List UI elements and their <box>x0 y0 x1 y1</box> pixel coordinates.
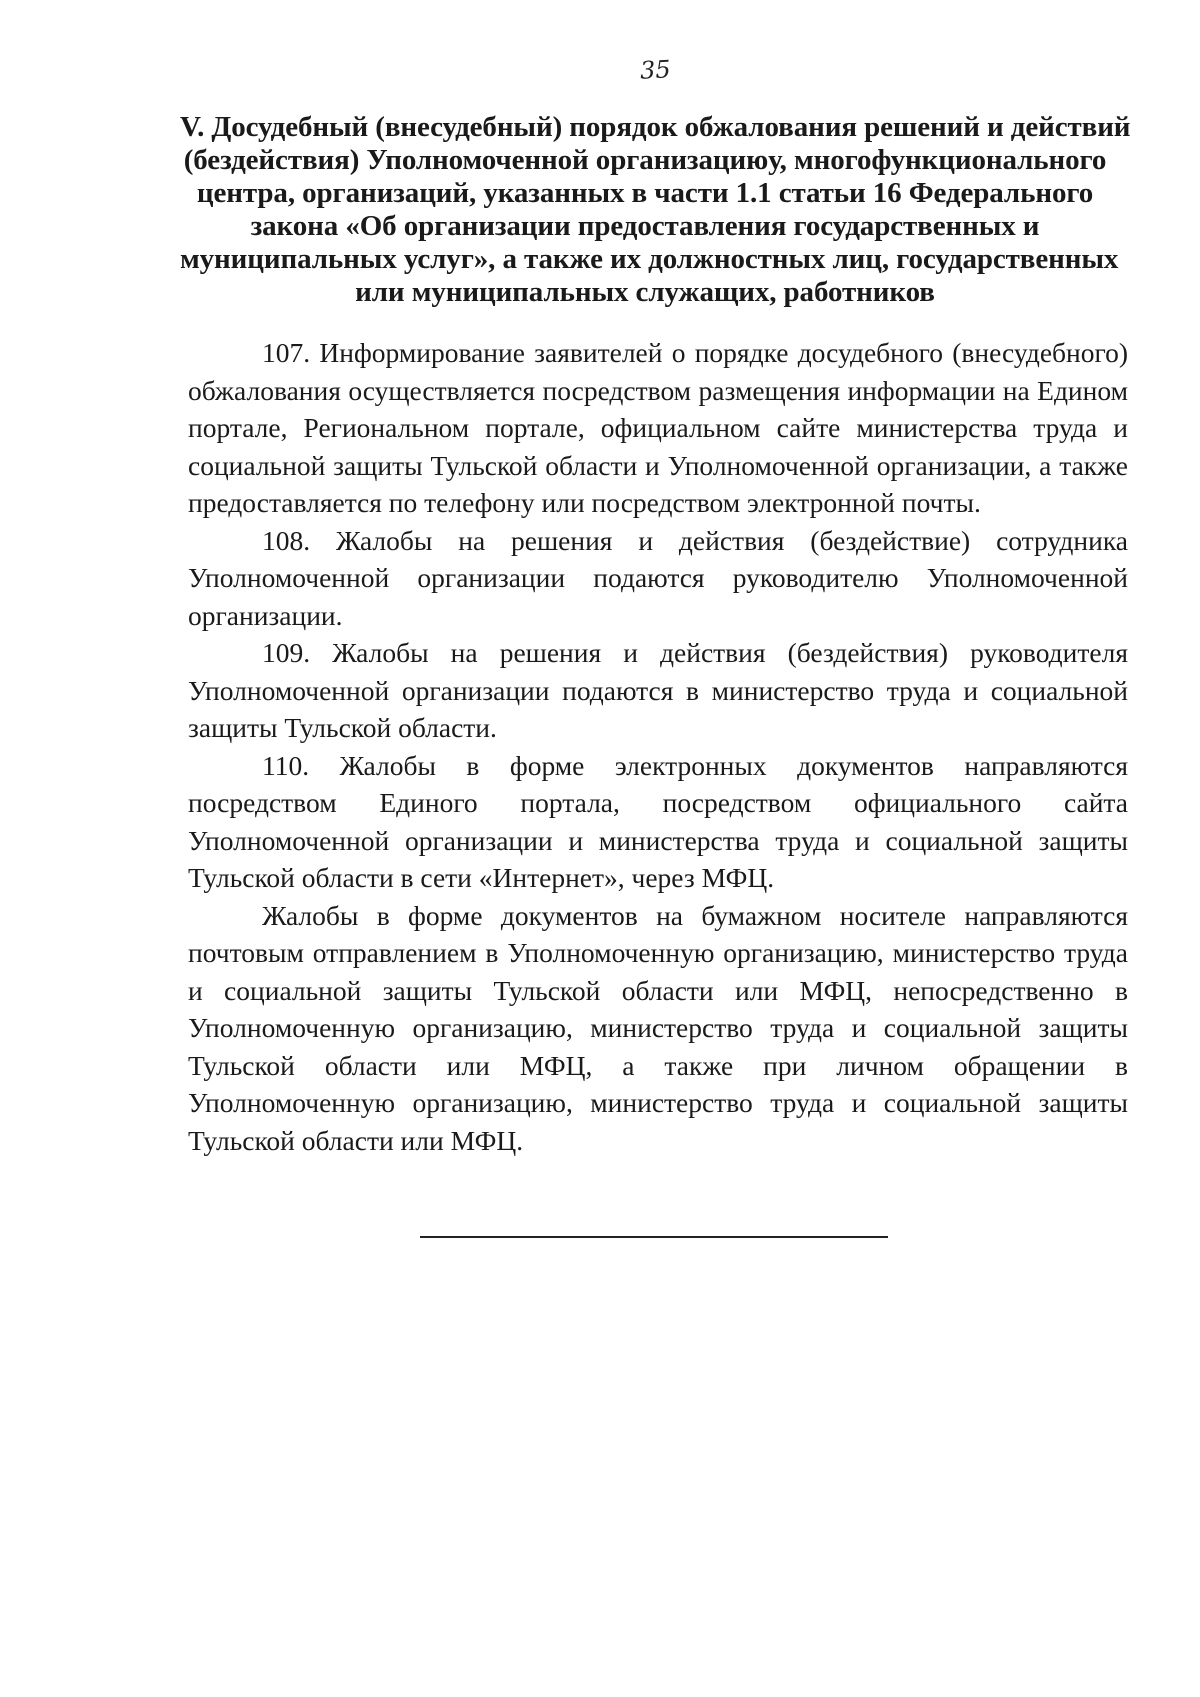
paragraph-109: 109. Жалобы на решения и действия (бездействия) руководителя Уполномоченной организации подаются в министерство труда и социальной защиты Тульской области. <box>188 637 1128 743</box>
section-heading <box>180 111 1131 309</box>
heading-line: муниципальных услуг», а также их должностных лиц, государственных <box>180 243 1119 275</box>
page-number: 35 <box>639 55 672 85</box>
heading-line: закона «Об организации предоставления государственных и <box>250 210 1040 242</box>
document-body <box>188 334 1128 1159</box>
heading-line: или муниципальных служащих, работников <box>355 276 935 308</box>
heading-line: центра, организаций, указанных в части 1.1 статьи 16 Федерального <box>196 177 1094 209</box>
end-divider <box>420 1236 888 1238</box>
paragraph-paper-complaints: Жалобы в форме документов на бумажном носителе направляются почтовым отправлением в Уполномоченную организацию, министерство труда и социальной защиты Тульской области или МФЦ, непосредственно в Уполномоченную организацию, министерство труда и социальной защиты Тульской области или МФЦ, а также при личном обращении в Уполномоченную организацию, министерство труда и социальной защиты Тульской области или МФЦ. <box>188 899 1128 1156</box>
heading-line: V. Досудебный (внесудебный) порядок обжалования решений и действий <box>180 111 1131 143</box>
paragraph-108: 108. Жалобы на решения и действия (бездействие) сотрудника Уполномоченной организации подаются руководителю Уполномоченной организации. <box>188 524 1128 631</box>
paragraph-110: 110. Жалобы в форме электронных документов направляются посредством Единого портала, посредством официального сайта Уполномоченной организации и министерства труда и социальной защиты Тульской области в сети «Интернет», через МФЦ. <box>188 749 1128 893</box>
paragraph-107: 107. Информирование заявителей о порядке досудебного (внесудебного) обжалования осуществляется посредством размещения информации на Едином портале, Региональном портале, официальном сайте министерства труда и социальной защиты Тульской области и Уполномоченной организации, а также предоставляется по телефону или посредством электронной почты. <box>188 337 1128 518</box>
heading-line: (бездействия) Уполномоченной организациюу, многофункционального <box>183 144 1107 176</box>
